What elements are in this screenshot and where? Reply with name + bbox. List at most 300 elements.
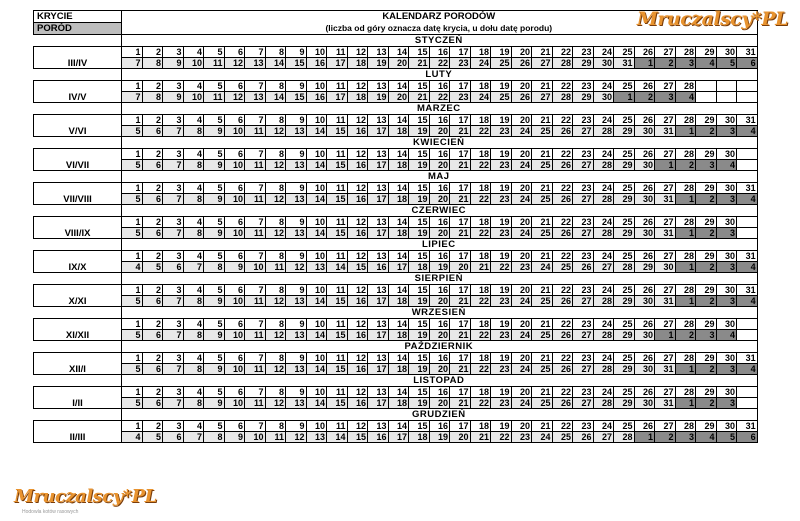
birth-day-cell: 28 bbox=[614, 432, 635, 443]
birth-day-cell: 20 bbox=[429, 194, 450, 205]
birth-day-cell: 5 bbox=[122, 228, 143, 239]
birth-day-cell: 22 bbox=[470, 160, 491, 171]
birth-day-cell: 11 bbox=[245, 364, 266, 375]
birth-day-cell: 25 bbox=[491, 58, 512, 69]
birth-day-cell: 7 bbox=[163, 330, 184, 341]
mating-day-cell: 21 bbox=[532, 217, 553, 228]
birth-day-cell: 5 bbox=[122, 296, 143, 307]
birth-day-cell: 22 bbox=[429, 58, 450, 69]
mating-day-cell: 10 bbox=[306, 115, 327, 126]
birth-months-label: I/II bbox=[34, 387, 122, 409]
birth-day-cell: 5 bbox=[716, 58, 737, 69]
mating-day-cell: 10 bbox=[306, 81, 327, 92]
mating-day-cell: 23 bbox=[573, 251, 594, 262]
mating-day-cell bbox=[737, 217, 758, 228]
mating-day-cell: 18 bbox=[470, 183, 491, 194]
birth-day-cell: 23 bbox=[511, 432, 532, 443]
mating-day-cell: 1 bbox=[122, 183, 143, 194]
mating-day-cell: 8 bbox=[265, 251, 286, 262]
mating-day-cell: 15 bbox=[409, 319, 430, 330]
spacer-cell bbox=[34, 103, 122, 115]
birth-day-cell: 9 bbox=[204, 296, 225, 307]
mating-day-cell: 22 bbox=[552, 421, 573, 432]
mating-day-cell: 7 bbox=[245, 115, 266, 126]
mating-day-cell: 2 bbox=[142, 115, 163, 126]
mating-day-cell: 22 bbox=[552, 81, 573, 92]
birth-day-cell: 10 bbox=[224, 330, 245, 341]
birth-day-cell: 11 bbox=[245, 330, 266, 341]
birth-day-cell: 14 bbox=[306, 194, 327, 205]
porod-legend: PORÓD bbox=[34, 23, 122, 35]
mating-day-cell: 14 bbox=[388, 353, 409, 364]
birth-day-cell: 6 bbox=[142, 126, 163, 137]
mating-day-cell: 24 bbox=[593, 47, 614, 58]
birth-day-cell: 14 bbox=[306, 330, 327, 341]
birth-day-cell: 2 bbox=[655, 432, 676, 443]
birth-day-cell: 21 bbox=[450, 364, 471, 375]
birth-day-cell: 20 bbox=[450, 432, 471, 443]
mating-day-cell: 1 bbox=[122, 115, 143, 126]
birth-months-label: VII/VIII bbox=[34, 183, 122, 205]
mating-day-cell: 7 bbox=[245, 183, 266, 194]
mating-day-cell: 26 bbox=[634, 115, 655, 126]
mating-day-cell: 4 bbox=[183, 319, 204, 330]
mating-day-cell: 4 bbox=[183, 387, 204, 398]
mating-day-cell: 24 bbox=[593, 183, 614, 194]
birth-day-cell: 9 bbox=[163, 58, 184, 69]
birth-day-cell: 10 bbox=[224, 160, 245, 171]
mating-day-cell: 31 bbox=[737, 353, 758, 364]
birth-day-cell: 17 bbox=[368, 126, 389, 137]
mating-day-cell: 3 bbox=[163, 421, 184, 432]
birth-day-cell: 8 bbox=[204, 432, 225, 443]
birth-day-cell: 20 bbox=[450, 262, 471, 273]
mating-day-cell: 9 bbox=[286, 81, 307, 92]
mating-day-cell: 10 bbox=[306, 149, 327, 160]
birth-day-cell: 16 bbox=[347, 228, 368, 239]
birth-day-cell: 17 bbox=[388, 262, 409, 273]
birth-day-cell: 19 bbox=[409, 296, 430, 307]
mating-day-cell: 3 bbox=[163, 47, 184, 58]
birth-day-cell: 8 bbox=[183, 194, 204, 205]
birth-day-cell: 4 bbox=[122, 262, 143, 273]
birth-day-cell: 4 bbox=[737, 296, 758, 307]
birth-day-cell: 26 bbox=[552, 364, 573, 375]
mating-day-cell: 12 bbox=[347, 183, 368, 194]
birth-day-cell: 17 bbox=[368, 330, 389, 341]
birth-day-cell: 3 bbox=[716, 262, 737, 273]
mating-day-cell: 12 bbox=[347, 421, 368, 432]
birth-day-cell: 14 bbox=[327, 432, 348, 443]
birth-day-cell: 5 bbox=[122, 364, 143, 375]
birth-day-cell: 29 bbox=[614, 160, 635, 171]
birth-day-cell: 23 bbox=[491, 228, 512, 239]
mating-day-cell: 15 bbox=[409, 149, 430, 160]
mating-day-cell: 30 bbox=[716, 183, 737, 194]
spacer-cell bbox=[34, 307, 122, 319]
birth-day-cell: 16 bbox=[306, 58, 327, 69]
birth-day-cell: 6 bbox=[142, 330, 163, 341]
birth-day-cell: 17 bbox=[368, 228, 389, 239]
birth-day-cell: 13 bbox=[245, 92, 266, 103]
mating-day-cell: 9 bbox=[286, 251, 307, 262]
birth-day-cell: 27 bbox=[573, 160, 594, 171]
mating-day-cell: 27 bbox=[655, 183, 676, 194]
mating-day-cell: 22 bbox=[552, 251, 573, 262]
birth-day-cell: 8 bbox=[183, 160, 204, 171]
mating-day-cell: 26 bbox=[634, 353, 655, 364]
birth-day-cell: 5 bbox=[122, 194, 143, 205]
birth-day-cell: 6 bbox=[163, 432, 184, 443]
mating-day-cell: 30 bbox=[716, 319, 737, 330]
mating-day-cell: 10 bbox=[306, 353, 327, 364]
birth-day-cell: 18 bbox=[409, 262, 430, 273]
mating-day-cell: 1 bbox=[122, 285, 143, 296]
birth-day-cell bbox=[737, 228, 758, 239]
mating-day-cell: 18 bbox=[470, 387, 491, 398]
birth-day-cell: 21 bbox=[450, 160, 471, 171]
birth-day-cell: 27 bbox=[532, 58, 553, 69]
mating-day-cell: 14 bbox=[388, 115, 409, 126]
mating-day-cell: 11 bbox=[327, 81, 348, 92]
mating-day-cell: 20 bbox=[511, 319, 532, 330]
mating-day-cell: 15 bbox=[409, 421, 430, 432]
birth-day-cell: 4 bbox=[737, 364, 758, 375]
mating-day-cell: 23 bbox=[573, 421, 594, 432]
mating-day-cell: 27 bbox=[655, 421, 676, 432]
birth-day-cell: 3 bbox=[716, 398, 737, 409]
mating-day-cell: 18 bbox=[470, 319, 491, 330]
birth-day-cell: 18 bbox=[388, 398, 409, 409]
birth-day-cell: 17 bbox=[327, 92, 348, 103]
mating-day-cell: 13 bbox=[368, 115, 389, 126]
mating-day-cell: 28 bbox=[675, 47, 696, 58]
spacer-cell bbox=[34, 205, 122, 217]
birth-day-cell: 22 bbox=[491, 432, 512, 443]
birth-day-cell: 12 bbox=[224, 58, 245, 69]
mating-day-cell: 2 bbox=[142, 319, 163, 330]
mating-day-cell: 3 bbox=[163, 115, 184, 126]
mating-day-cell: 20 bbox=[511, 47, 532, 58]
mating-day-cell: 21 bbox=[532, 285, 553, 296]
birth-day-cell: 1 bbox=[634, 432, 655, 443]
mating-day-cell: 29 bbox=[696, 285, 717, 296]
mating-day-cell: 2 bbox=[142, 387, 163, 398]
birth-months-label: II/III bbox=[34, 421, 122, 443]
mating-day-cell: 5 bbox=[204, 183, 225, 194]
mating-day-cell: 10 bbox=[306, 421, 327, 432]
birth-day-cell: 15 bbox=[327, 296, 348, 307]
mating-day-cell: 3 bbox=[163, 387, 184, 398]
birth-day-cell: 12 bbox=[265, 398, 286, 409]
birth-day-cell: 23 bbox=[491, 330, 512, 341]
mating-day-cell: 17 bbox=[450, 47, 471, 58]
mating-day-cell: 17 bbox=[450, 285, 471, 296]
birth-day-cell: 11 bbox=[204, 92, 225, 103]
month-name: MARZEC bbox=[122, 103, 758, 115]
logo-subtext: Hodowla kotów rasowych bbox=[22, 509, 79, 515]
mating-day-cell: 1 bbox=[122, 319, 143, 330]
mating-day-cell: 3 bbox=[163, 217, 184, 228]
mating-day-cell: 11 bbox=[327, 149, 348, 160]
birth-day-cell: 28 bbox=[593, 228, 614, 239]
mating-day-cell: 27 bbox=[655, 47, 676, 58]
birth-day-cell: 9 bbox=[204, 160, 225, 171]
mating-day-cell: 5 bbox=[204, 421, 225, 432]
birth-day-cell: 31 bbox=[655, 228, 676, 239]
mating-day-cell: 25 bbox=[614, 183, 635, 194]
mating-day-cell: 12 bbox=[347, 353, 368, 364]
birth-day-cell: 22 bbox=[491, 262, 512, 273]
mating-day-cell: 28 bbox=[675, 149, 696, 160]
birth-day-cell: 2 bbox=[696, 126, 717, 137]
birth-day-cell: 26 bbox=[552, 398, 573, 409]
mating-day-cell: 20 bbox=[511, 353, 532, 364]
mating-day-cell: 19 bbox=[491, 81, 512, 92]
mating-day-cell: 15 bbox=[409, 285, 430, 296]
mating-day-cell: 13 bbox=[368, 353, 389, 364]
birth-day-cell: 22 bbox=[470, 330, 491, 341]
birth-day-cell: 21 bbox=[409, 58, 430, 69]
mating-day-cell: 7 bbox=[245, 285, 266, 296]
birth-day-cell: 30 bbox=[655, 262, 676, 273]
birth-day-cell bbox=[737, 398, 758, 409]
logo-bottom: Mruczalscy*PL bbox=[14, 486, 157, 507]
mating-day-cell: 13 bbox=[368, 421, 389, 432]
birth-day-cell: 2 bbox=[675, 330, 696, 341]
mating-day-cell: 14 bbox=[388, 251, 409, 262]
mating-day-cell: 30 bbox=[716, 353, 737, 364]
mating-day-cell: 13 bbox=[368, 387, 389, 398]
birth-day-cell: 11 bbox=[265, 432, 286, 443]
birth-day-cell: 22 bbox=[470, 398, 491, 409]
birth-day-cell: 25 bbox=[552, 262, 573, 273]
mating-day-cell: 10 bbox=[306, 387, 327, 398]
mating-day-cell: 5 bbox=[204, 47, 225, 58]
mating-day-cell: 25 bbox=[614, 421, 635, 432]
birth-day-cell: 1 bbox=[655, 330, 676, 341]
mating-day-cell: 23 bbox=[573, 81, 594, 92]
mating-day-cell: 15 bbox=[409, 47, 430, 58]
mating-day-cell: 29 bbox=[696, 387, 717, 398]
mating-day-cell: 13 bbox=[368, 149, 389, 160]
subtitle-text: (liczba od góry oznacza datę krycia, u dołu datę porodu) bbox=[325, 23, 553, 33]
birth-day-cell: 15 bbox=[327, 228, 348, 239]
mating-day-cell: 31 bbox=[737, 251, 758, 262]
birth-day-cell: 18 bbox=[388, 330, 409, 341]
mating-day-cell: 8 bbox=[265, 285, 286, 296]
mating-day-cell: 31 bbox=[737, 421, 758, 432]
mating-day-cell: 8 bbox=[265, 387, 286, 398]
birth-day-cell: 27 bbox=[593, 432, 614, 443]
birth-day-cell: 2 bbox=[696, 398, 717, 409]
birth-day-cell: 2 bbox=[696, 194, 717, 205]
mating-day-cell: 4 bbox=[183, 421, 204, 432]
birth-day-cell: 27 bbox=[573, 194, 594, 205]
birth-day-cell: 8 bbox=[142, 92, 163, 103]
birth-day-cell: 6 bbox=[142, 296, 163, 307]
birth-day-cell: 5 bbox=[122, 398, 143, 409]
mating-day-cell: 28 bbox=[675, 81, 696, 92]
birth-day-cell: 13 bbox=[286, 194, 307, 205]
mating-day-cell: 25 bbox=[614, 115, 635, 126]
mating-day-cell: 1 bbox=[122, 81, 143, 92]
mating-day-cell: 4 bbox=[183, 183, 204, 194]
birth-day-cell: 25 bbox=[532, 364, 553, 375]
mating-day-cell: 2 bbox=[142, 353, 163, 364]
birth-day-cell: 21 bbox=[450, 126, 471, 137]
mating-day-cell: 2 bbox=[142, 251, 163, 262]
mating-day-cell: 25 bbox=[614, 387, 635, 398]
birth-day-cell: 27 bbox=[573, 398, 594, 409]
birth-day-cell: 7 bbox=[163, 194, 184, 205]
birth-day-cell: 23 bbox=[491, 364, 512, 375]
birth-day-cell: 2 bbox=[696, 262, 717, 273]
birth-day-cell: 31 bbox=[655, 126, 676, 137]
mating-day-cell: 10 bbox=[306, 183, 327, 194]
birth-day-cell: 1 bbox=[675, 228, 696, 239]
birth-day-cell: 30 bbox=[593, 92, 614, 103]
birth-day-cell: 7 bbox=[163, 398, 184, 409]
mating-day-cell: 18 bbox=[470, 115, 491, 126]
mating-day-cell: 4 bbox=[183, 285, 204, 296]
mating-day-cell: 1 bbox=[122, 421, 143, 432]
birth-months-label: IX/X bbox=[34, 251, 122, 273]
mating-day-cell: 19 bbox=[491, 149, 512, 160]
birth-day-cell: 28 bbox=[593, 194, 614, 205]
mating-day-cell: 14 bbox=[388, 421, 409, 432]
birth-day-cell: 1 bbox=[675, 364, 696, 375]
mating-day-cell: 21 bbox=[532, 251, 553, 262]
birth-day-cell: 29 bbox=[614, 194, 635, 205]
birth-day-cell: 4 bbox=[737, 262, 758, 273]
mating-day-cell: 27 bbox=[655, 353, 676, 364]
birth-day-cell: 6 bbox=[142, 364, 163, 375]
mating-day-cell: 18 bbox=[470, 421, 491, 432]
mating-day-cell: 16 bbox=[429, 47, 450, 58]
month-name: GRUDZIEŃ bbox=[122, 409, 758, 421]
mating-day-cell: 3 bbox=[163, 81, 184, 92]
birth-months-label: III/IV bbox=[34, 47, 122, 69]
mating-day-cell: 31 bbox=[737, 47, 758, 58]
mating-day-cell: 24 bbox=[593, 217, 614, 228]
birth-day-cell: 10 bbox=[183, 58, 204, 69]
mating-day-cell: 8 bbox=[265, 217, 286, 228]
birth-day-cell: 24 bbox=[511, 296, 532, 307]
birth-months-label: XI/XII bbox=[34, 319, 122, 341]
mating-day-cell: 3 bbox=[163, 319, 184, 330]
birth-day-cell: 14 bbox=[265, 58, 286, 69]
birth-day-cell: 13 bbox=[286, 228, 307, 239]
birth-day-cell: 23 bbox=[491, 126, 512, 137]
mating-day-cell: 3 bbox=[163, 353, 184, 364]
birth-day-cell: 25 bbox=[532, 228, 553, 239]
mating-day-cell: 10 bbox=[306, 47, 327, 58]
birth-day-cell: 16 bbox=[347, 364, 368, 375]
mating-day-cell: 27 bbox=[655, 115, 676, 126]
mating-day-cell: 5 bbox=[204, 285, 225, 296]
mating-day-cell: 31 bbox=[737, 115, 758, 126]
birth-day-cell: 10 bbox=[224, 398, 245, 409]
birth-day-cell: 17 bbox=[368, 398, 389, 409]
mating-day-cell: 11 bbox=[327, 47, 348, 58]
birth-day-cell: 3 bbox=[716, 228, 737, 239]
mating-day-cell: 21 bbox=[532, 149, 553, 160]
mating-day-cell: 5 bbox=[204, 251, 225, 262]
birth-day-cell: 17 bbox=[327, 58, 348, 69]
birth-day-cell: 16 bbox=[347, 330, 368, 341]
mating-day-cell: 24 bbox=[593, 251, 614, 262]
birth-day-cell: 16 bbox=[368, 432, 389, 443]
month-name: LIPIEC bbox=[122, 239, 758, 251]
mating-day-cell: 11 bbox=[327, 285, 348, 296]
mating-day-cell: 21 bbox=[532, 387, 553, 398]
birth-day-cell: 9 bbox=[204, 330, 225, 341]
spacer-cell bbox=[34, 273, 122, 285]
mating-day-cell: 10 bbox=[306, 319, 327, 330]
mating-day-cell: 29 bbox=[696, 353, 717, 364]
spacer-cell bbox=[34, 409, 122, 421]
mating-day-cell: 2 bbox=[142, 47, 163, 58]
birth-day-cell: 21 bbox=[470, 262, 491, 273]
mating-day-cell: 7 bbox=[245, 251, 266, 262]
birth-day-cell: 27 bbox=[532, 92, 553, 103]
mating-day-cell: 27 bbox=[655, 81, 676, 92]
birth-day-cell: 10 bbox=[245, 432, 266, 443]
birth-day-cell: 14 bbox=[327, 262, 348, 273]
mating-day-cell: 11 bbox=[327, 251, 348, 262]
birth-day-cell: 15 bbox=[327, 194, 348, 205]
mating-day-cell: 11 bbox=[327, 217, 348, 228]
mating-day-cell: 9 bbox=[286, 319, 307, 330]
mating-day-cell: 29 bbox=[696, 149, 717, 160]
mating-day-cell: 2 bbox=[142, 81, 163, 92]
mating-day-cell: 26 bbox=[634, 319, 655, 330]
mating-day-cell: 5 bbox=[204, 115, 225, 126]
birth-day-cell: 13 bbox=[245, 58, 266, 69]
mating-day-cell: 21 bbox=[532, 183, 553, 194]
birth-day-cell: 1 bbox=[655, 160, 676, 171]
mating-day-cell: 11 bbox=[327, 421, 348, 432]
birth-day-cell: 11 bbox=[245, 126, 266, 137]
mating-day-cell: 3 bbox=[163, 183, 184, 194]
birth-day-cell: 13 bbox=[286, 364, 307, 375]
birth-day-cell: 31 bbox=[655, 364, 676, 375]
birth-day-cell: 12 bbox=[265, 330, 286, 341]
birth-day-cell: 8 bbox=[183, 296, 204, 307]
birth-day-cell: 27 bbox=[573, 330, 594, 341]
mating-day-cell: 29 bbox=[696, 217, 717, 228]
mating-day-cell: 15 bbox=[409, 81, 430, 92]
birth-day-cell: 29 bbox=[614, 126, 635, 137]
mating-day-cell: 21 bbox=[532, 47, 553, 58]
birth-day-cell: 19 bbox=[429, 262, 450, 273]
birth-day-cell: 12 bbox=[265, 194, 286, 205]
mating-day-cell: 28 bbox=[675, 319, 696, 330]
birth-day-cell: 14 bbox=[306, 398, 327, 409]
birth-day-cell: 3 bbox=[716, 126, 737, 137]
mating-day-cell: 1 bbox=[122, 387, 143, 398]
birth-day-cell: 23 bbox=[491, 160, 512, 171]
mating-day-cell: 11 bbox=[327, 353, 348, 364]
mating-day-cell: 22 bbox=[552, 387, 573, 398]
mating-day-cell: 13 bbox=[368, 47, 389, 58]
mating-day-cell: 19 bbox=[491, 319, 512, 330]
birth-day-cell: 17 bbox=[368, 296, 389, 307]
birth-day-cell: 30 bbox=[634, 194, 655, 205]
mating-day-cell: 4 bbox=[183, 217, 204, 228]
mating-day-cell: 6 bbox=[224, 81, 245, 92]
